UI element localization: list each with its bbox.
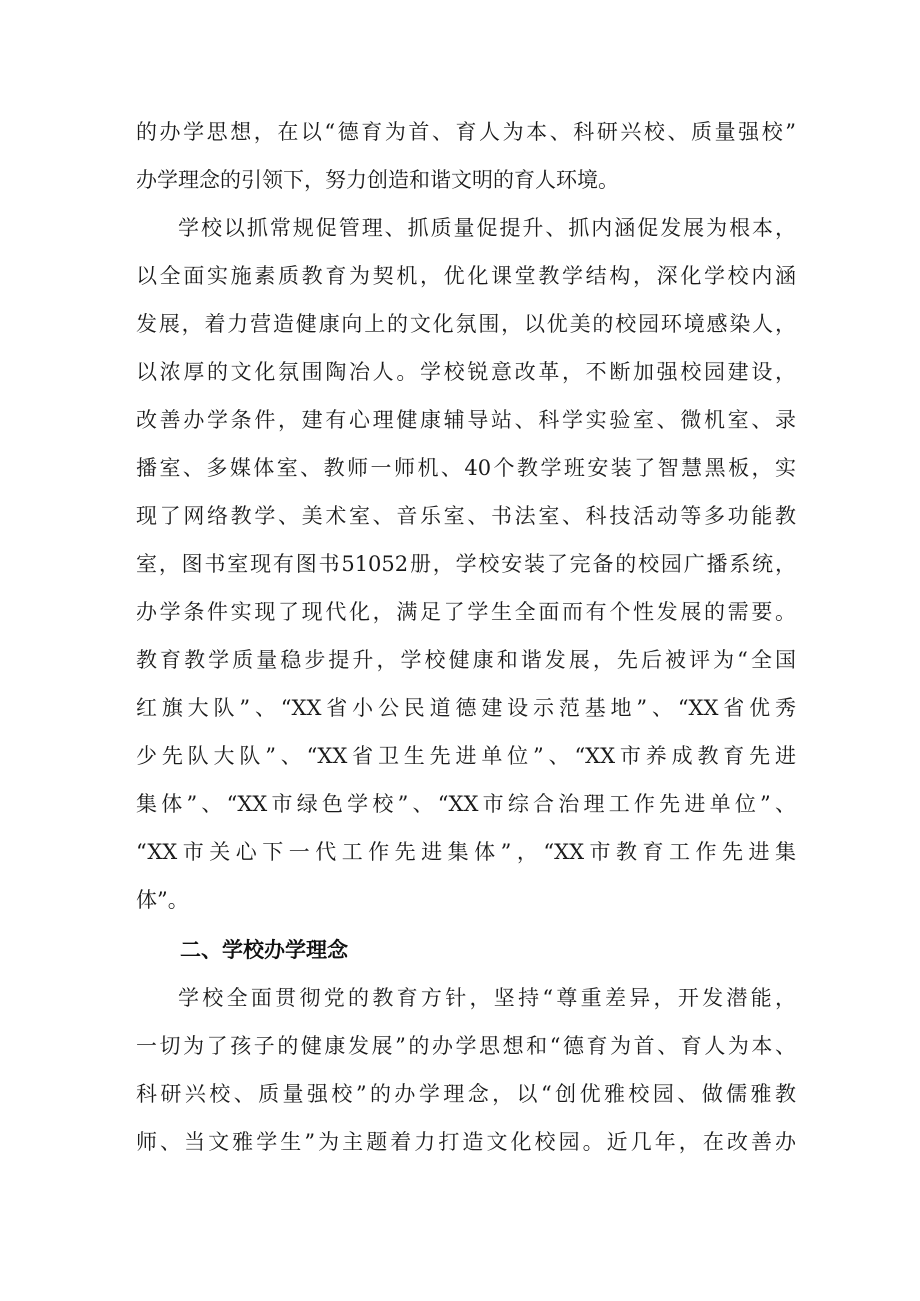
paragraph-2-line-10: 教育教学质量稳步提升，学校健康和谐发展，先后被评为“全国 [136,648,796,672]
paragraph-2-line-14: “XX市关心下一代工作先进集体”，“XX市教育工作先进集 [136,840,796,864]
paragraph-2-line-12: 少先队大队”、“XX省卫生先进单位”、“XX市养成教育先进 [136,744,796,768]
paragraph-1-line-1: 的办学思想，在以“德育为首、育人为本、科研兴校、质量强校” [136,120,796,144]
paragraph-2-line-6: 播室、多媒体室、教师一师机、40个教学班安装了智慧黑板，实 [136,456,796,480]
paragraph-2-line-2: 以全面实施素质教育为契机，优化课堂教学结构，深化学校内涵 [136,264,796,288]
paragraph-2-line-4: 以浓厚的文化氛围陶冶人。学校锐意改革，不断加强校园建设， [136,360,796,384]
paragraph-2-line-5: 改善办学条件，建有心理健康辅导站、科学实验室、微机室、录 [136,408,796,432]
paragraph-2-line-7: 现了网络教学、美术室、音乐室、书法室、科技活动等多功能教 [136,504,796,528]
paragraph-2-line-8: 室，图书室现有图书51052册，学校安装了完备的校园广播系统， [136,552,796,576]
paragraph-2-line-13: 集体”、“XX市绿色学校”、“XX市综合治理工作先进单位”、 [136,792,796,816]
paragraph-2-line-3: 发展，着力营造健康向上的文化氛围，以优美的校园环境感染人， [136,312,796,336]
paragraph-1-line-2: 办学理念的引领下，努力创造和谐文明的育人环境。 [136,168,619,192]
section-heading: 二、学校办学理念 [180,938,348,962]
paragraph-2-line-9: 办学条件实现了现代化，满足了学生全面而有个性发展的需要。 [136,600,796,624]
paragraph-3-line-2: 一切为了孩子的健康发展”的办学思想和“德育为首、育人为本、 [136,1034,796,1058]
paragraph-3-line-4: 师、当文雅学生”为主题着力打造文化校园。近几年，在改善办 [136,1130,796,1154]
paragraph-3-line-1: 学校全面贯彻党的教育方针，坚持“尊重差异，开发潜能， [178,986,796,1010]
paragraph-3-line-3: 科研兴校、质量强校”的办学理念，以“创优雅校园、做儒雅教 [136,1082,796,1106]
paragraph-2-line-15: 体”。 [136,888,189,912]
paragraph-2-line-1: 学校以抓常规促管理、抓质量促提升、抓内涵促发展为根本， [178,216,796,240]
paragraph-2-line-11: 红旗大队”、“XX省小公民道德建设示范基地”、“XX省优秀 [136,696,796,720]
